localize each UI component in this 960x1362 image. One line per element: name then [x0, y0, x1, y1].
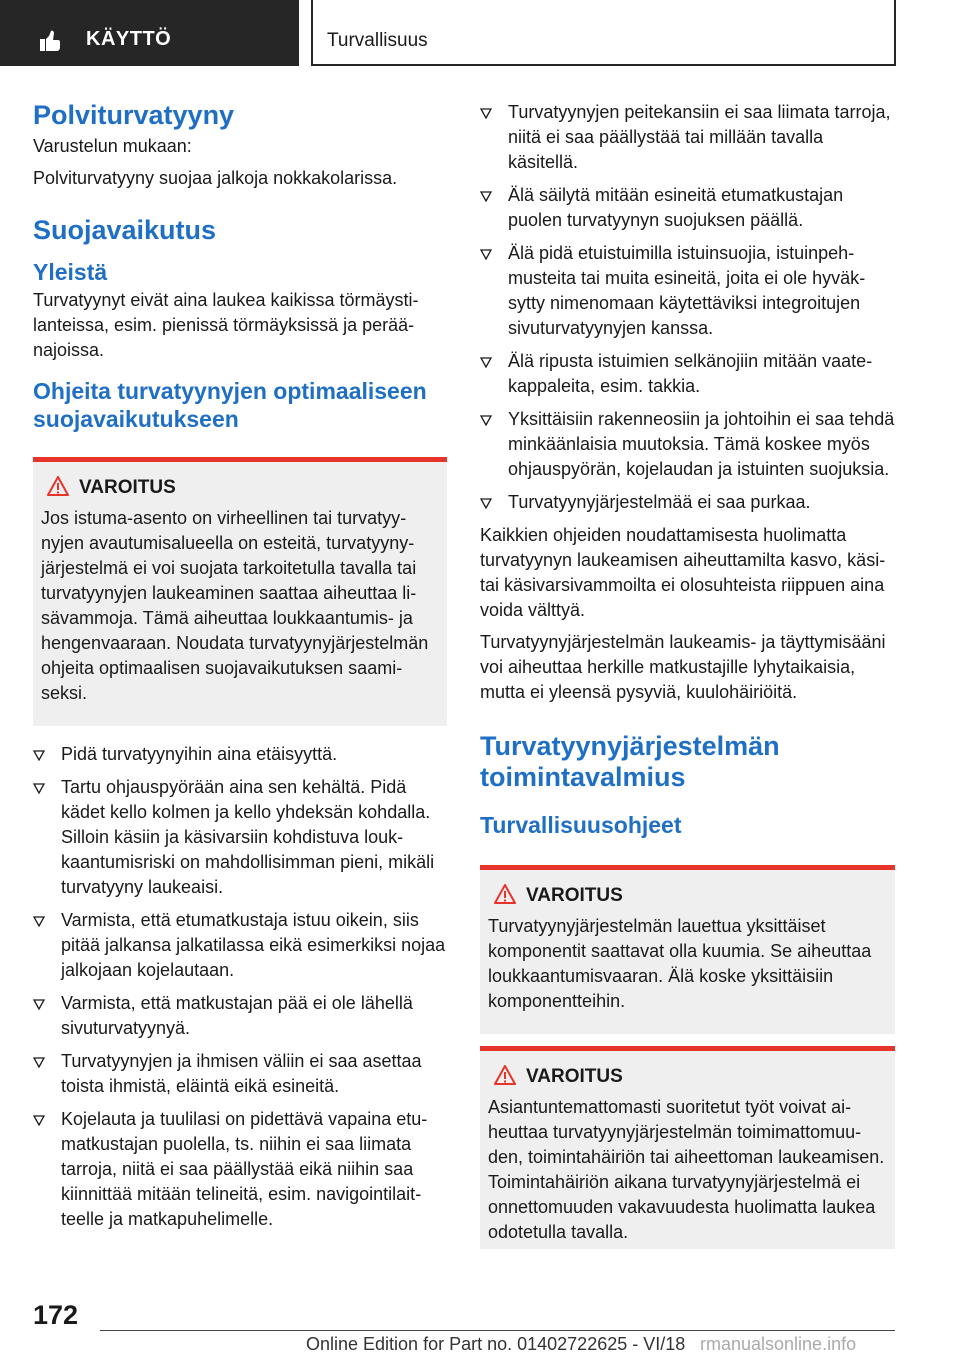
- list-item: Älä säilytä mitään esineitä etumatkustajan puolen turvatyynyn suojuksen päällä.: [480, 183, 895, 233]
- list-item: Tartu ohjauspyörään aina sen kehältä. Pidä kädet kello kolmen ja kello yhdeksän kohdalla. Silloin käsiin ja käsivarsiin kohdistuva loukkaantumisriski on mahdollisimman pieni, mikäli turvatyyny laukeaisi.: [33, 775, 447, 900]
- warning-triangle-icon: [494, 884, 516, 904]
- warning-header: [488, 884, 887, 908]
- triangle-bullet-icon: [33, 999, 45, 1010]
- triangle-bullet-icon: [33, 750, 45, 761]
- list-item: Varmista, että etumatkustaja istuu oikein, siis pitää jalkansa jalkatilassa eikä esimerkiksi nojaa jalkojaan kojelautaan.: [33, 908, 447, 983]
- triangle-bullet-icon: [480, 498, 492, 509]
- bullet-list-left: [33, 742, 447, 1232]
- warning-text: Turvatyynyjärjestelmän lauettua yksittäiset komponentit saattavat olla kuumia. Se aiheuttaa loukkaantumisvaaran. Älä koske yksittäisiin komponentteihin.: [488, 916, 872, 1011]
- list-item: Turvatyynyjen peitekansiin ei saa liimata tarroja, niitä ei saa päällystää tai millään tavalla käsitellä.: [480, 100, 895, 175]
- list-item: Varmista, että matkustajan pää ei ole lähellä sivuturvatyynyä.: [33, 991, 447, 1041]
- paragraph-1: Kaikkien ohjeiden noudattamisesta huolimatta turvatyynyn laukeamisen aiheuttamilta kasvo, käsi- tai käsivarsivammoilta ei olosuhteista riippuen aina voida välttyä.: [480, 525, 886, 620]
- section-label: Turvallisuus: [327, 30, 428, 51]
- heading-turvallisuusohjeet: Turvallisuusohjeet: [480, 812, 682, 838]
- warning-title: VAROITUS: [79, 477, 176, 498]
- warning-box-1: [480, 865, 895, 1034]
- paragraph-2: Turvatyynyjärjestelmän laukeamis- ja täyttymisääni voi aiheuttaa herkille matkustajille lyhytaikaisia, mutta ei yleensä pysyviä, kuulohäiriöitä.: [480, 632, 886, 702]
- triangle-bullet-icon: [33, 916, 45, 927]
- warning-triangle-icon: [47, 476, 69, 496]
- list-item: Älä ripusta istuimien selkänojiin mitään vaatekappaleita, esim. takkia.: [480, 349, 895, 399]
- heading-toimintavalmius: Turvatyynyjärjestelmän toimintavalmius: [480, 731, 780, 792]
- list-item: Yksittäisiin rakenneosiin ja johtoihin ei saa tehdä minkäänlaisia muutoksia. Tämä koskee myös ohjauspyörän, kojelaudan ja istuinten suojuksia.: [480, 407, 895, 482]
- chapter-tab: [0, 0, 299, 66]
- footer-divider: [100, 1330, 895, 1331]
- edition-text: Online Edition for Part no. 01402722625 - VI/18: [306, 1334, 686, 1354]
- heading-suojavaikutus: Suojavaikutus: [33, 215, 217, 245]
- warning-box: [33, 457, 447, 726]
- heading-polviturvatyyny: Polviturvatyyny: [33, 100, 235, 130]
- left-column: [33, 100, 447, 1240]
- list-item: Kojelauta ja tuulilasi on pidettävä vapaina etumatkustajan puolella, ts. niihin ei saa liimata tarroja, niitä ei saa päällystää eikä niihin saa kiinnittää mitään telineitä, esim. navigointilaitteelle ja matkapuhelimelle.: [33, 1107, 447, 1232]
- heading-yleista: Yleistä: [33, 259, 108, 285]
- warning-title: VAROITUS: [526, 1066, 623, 1087]
- triangle-bullet-icon: [33, 783, 45, 794]
- page-number: 172: [33, 1300, 79, 1330]
- triangle-bullet-icon: [480, 415, 492, 426]
- triangle-bullet-icon: [480, 357, 492, 368]
- right-column: [480, 100, 895, 1249]
- warning-title: VAROITUS: [526, 885, 623, 906]
- equipment-note: Varustelun mukaan:: [33, 136, 192, 156]
- warning-text: Jos istuma-asento on virheellinen tai turvatyynyjen avautumisalueella on esteitä, turvatyynyjärjestelmä ei voi suojata tarkoitetulla tavalla tai turvatyynyjen laukeaminen saattaa aiheuttaa lisävammoja. Tämä aiheuttaa loukkaantumis- ja hengenvaaraan. Noudata turvatyynyjärjestelmän ohjeita optimaalisen suojavaikutuksen saamiseksi.: [41, 508, 429, 703]
- warning-box-2: [480, 1046, 895, 1249]
- heading-ohjeita: Ohjeita turvatyynyjen optimaaliseen suojavaikutukseen: [33, 378, 427, 432]
- triangle-bullet-icon: [33, 1115, 45, 1126]
- triangle-bullet-icon: [480, 191, 492, 202]
- bullet-list-right: [480, 100, 895, 515]
- list-item: Turvatyynyjen ja ihmisen väliin ei saa asettaa toista ihmistä, eläintä eikä esineitä.: [33, 1049, 447, 1099]
- yleista-text: Turvatyynyt eivät aina laukea kaikissa törmäystilanteissa, esim. pienissä törmäyksissä ja peräänajoissa.: [33, 290, 419, 360]
- list-item: Turvatyynyjärjestelmää ei saa purkaa.: [480, 490, 895, 515]
- section-tab: [311, 0, 896, 66]
- triangle-bullet-icon: [33, 1057, 45, 1068]
- warning-header: [41, 476, 439, 500]
- warning-triangle-icon: [494, 1065, 516, 1085]
- list-item: Älä pidä etuistuimilla istuinsuojia, istuinpehmusteita tai muita esineitä, joita ei ole hyväksytty nimenomaan käytettäviksi integroitujen sivuturvatyynyjen kanssa.: [480, 241, 895, 341]
- warning-header: [488, 1065, 887, 1089]
- warning-text: Asiantuntemattomasti suoritetut työt voivat aiheuttaa turvatyynyjärjestelmän toimimattomuuden, toimintahäiriön tai aiheettoman laukeamisen. Toimintahäiriön aikana turvatyynyjärjestelmä ei onnettomuuden vakavuudesta huolimatta laukea odotetulla tavalla.: [488, 1097, 885, 1242]
- chapter-label: KÄYTTÖ: [86, 28, 172, 50]
- list-item: Pidä turvatyynyihin aina etäisyyttä.: [33, 742, 447, 767]
- hand-pointer-icon: [36, 27, 64, 55]
- polvi-text: Polviturvatyyny suojaa jalkoja nokkakolarissa.: [33, 168, 398, 188]
- triangle-bullet-icon: [480, 108, 492, 119]
- watermark: rmanualsonline.info: [700, 1334, 857, 1354]
- triangle-bullet-icon: [480, 249, 492, 260]
